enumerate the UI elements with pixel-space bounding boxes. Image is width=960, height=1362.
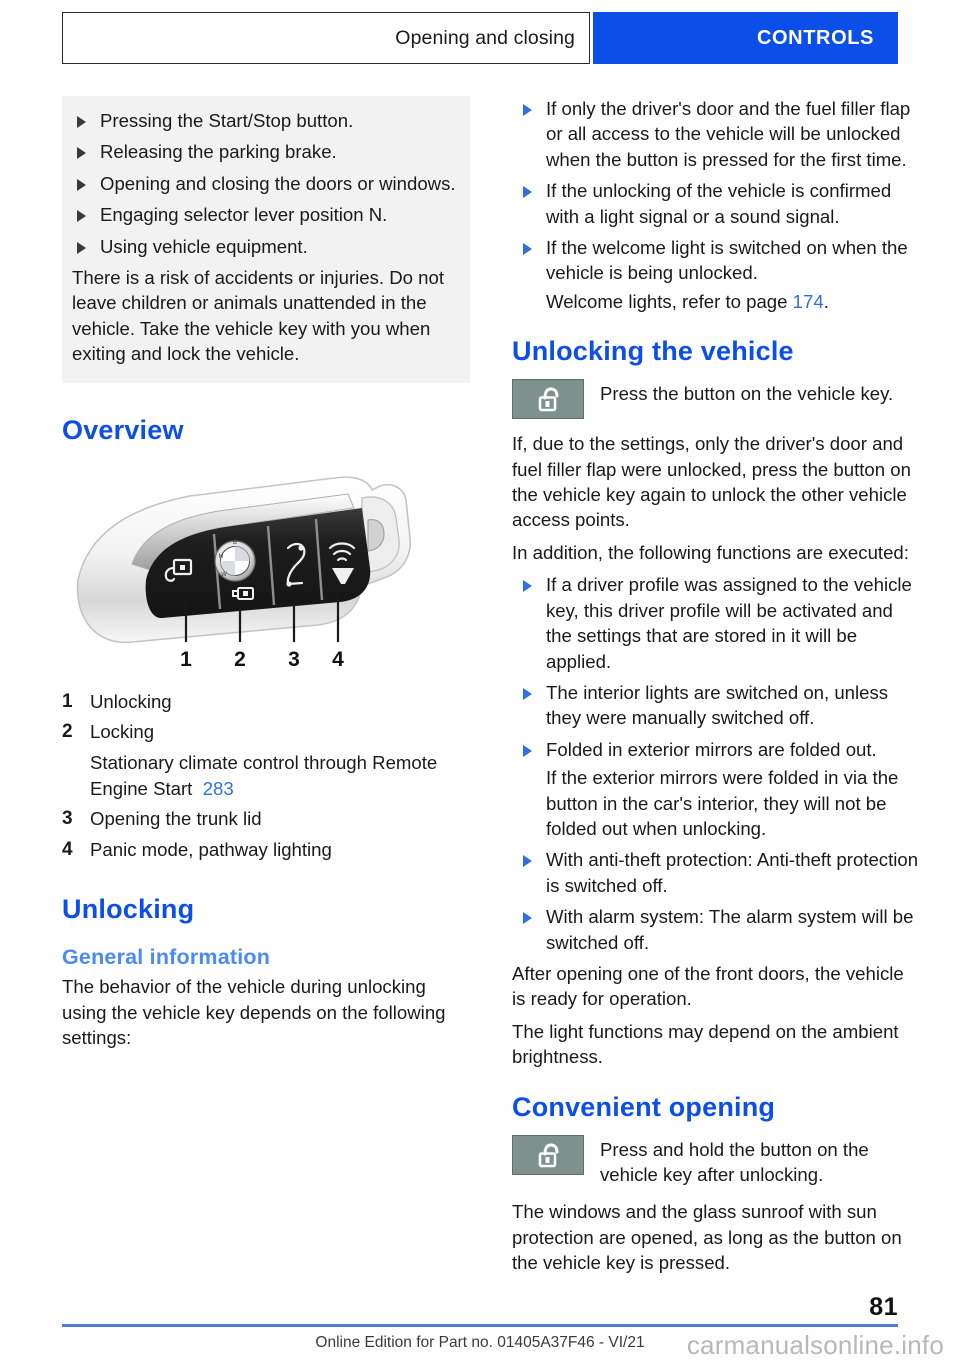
callout-number-3: 3: [288, 647, 300, 671]
open-padlock-icon: [512, 1135, 584, 1175]
functions-bullet-list: [512, 572, 920, 955]
list-item: [66, 108, 456, 133]
legend-number: 2: [62, 721, 73, 743]
overview-heading: Overview: [62, 414, 184, 445]
site-watermark: carmanualsonline.info: [686, 1330, 944, 1360]
legend-label: Opening the trunk lid: [90, 808, 262, 830]
svg-text:B: B: [232, 539, 238, 546]
callout-number-1: 1: [180, 647, 192, 671]
triangle-bullet-icon: [523, 104, 532, 116]
unlock-paragraph-4: The light functions may depend on the ambient brightness.: [512, 1020, 899, 1068]
warning-bullet-list: [66, 108, 456, 259]
list-item-label: If the unlocking of the vehicle is confirmed with a light signal or a sound signal.: [546, 180, 892, 227]
welcome-lights-text: Welcome lights, refer to page: [546, 290, 793, 312]
key-fob-legend: [62, 689, 470, 862]
list-item-label: Opening and closing the doors or windows.: [100, 172, 456, 194]
convenient-symbol-caption: Press and hold the button on the vehicle key after unlocking.: [600, 1138, 869, 1185]
triangle-bullet-icon: [77, 210, 86, 222]
footer-rule: [62, 1324, 898, 1327]
triangle-bullet-icon: [77, 179, 86, 191]
warning-note-text: There is a risk of accidents or injuries. Do not leave children or animals unattended in the vehicle. Take the vehicle key with you when exiting and lock the vehicle.: [72, 267, 445, 365]
legend-number: 3: [62, 808, 73, 830]
legend-number: 4: [62, 838, 73, 860]
triangle-bullet-icon: [77, 147, 86, 159]
list-item: [512, 178, 920, 229]
triangle-bullet-icon: [523, 745, 532, 757]
list-item: [66, 139, 456, 164]
unlocking-heading: Unlocking: [62, 894, 195, 925]
list-item: [512, 737, 920, 842]
legend-label: Locking: [90, 721, 155, 743]
unlock-paragraph-2: In addition, the following functions are executed:: [512, 541, 909, 563]
list-item-label: If the welcome light is switched on when the vehicle is being unlocked.: [546, 237, 908, 284]
svg-text:W: W: [221, 571, 227, 578]
legend-extra-text: Stationary climate control through Remote Engine Start: [90, 752, 438, 799]
svg-text:M: M: [218, 553, 224, 560]
header-chapter-box: [62, 12, 590, 64]
key-fob-illustration: [62, 460, 470, 675]
page-header: [62, 12, 898, 64]
list-item-label: If a driver profile was assigned to the vehicle key, this driver profile will be activated and the settings that are stored in it will be applied.: [546, 574, 912, 672]
triangle-bullet-icon: [523, 688, 532, 700]
list-item: [62, 689, 470, 714]
list-item: [62, 806, 470, 831]
unlocking-the-vehicle-heading: Unlocking the vehicle: [512, 336, 794, 367]
list-item: [512, 680, 920, 731]
general-information-heading: General information: [62, 945, 271, 970]
right-column: [512, 96, 920, 1283]
list-item: [62, 719, 470, 801]
triangle-bullet-icon: [523, 855, 532, 867]
list-item: [66, 171, 456, 196]
legend-extra: [90, 750, 470, 801]
unlock-paragraph-1: If, due to the settings, only the driver's door and fuel filler flap were unlocked, press the button on the vehicle key again to unlock the other vehicle access points.: [512, 433, 911, 531]
list-item-label: With alarm system: The alarm system will be switched off.: [546, 906, 914, 953]
header-section-title: CONTROLS: [756, 26, 874, 49]
list-item-label: If only the driver's door and the fuel filler flap or all access to the vehicle will be unlocked when the button is pressed for the first time.: [546, 98, 911, 170]
legend-number: 1: [62, 690, 73, 712]
page-reference-link[interactable]: 174: [792, 290, 824, 312]
general-information-text: The behavior of the vehicle during unlocking using the vehicle key depends on the following settings:: [62, 976, 446, 1048]
list-item: [66, 234, 456, 259]
list-item: [66, 202, 456, 227]
callout-number-2: 2: [234, 647, 246, 671]
list-item-label: Releasing the parking brake.: [100, 141, 337, 163]
list-item: [512, 235, 920, 314]
open-padlock-icon: [512, 379, 584, 419]
list-item-label: Folded in exterior mirrors are folded out.: [546, 738, 877, 760]
unlock-symbol-row: [512, 377, 920, 419]
list-item-subtext: If the exterior mirrors were folded in via the button in the car's interior, they will not be folded out when unlocking.: [546, 767, 899, 839]
triangle-bullet-icon: [523, 580, 532, 592]
triangle-bullet-icon: [77, 116, 86, 128]
legend-label: Panic mode, pathway lighting: [90, 838, 332, 860]
unlock-symbol-caption: Press the button on the vehicle key.: [600, 383, 894, 405]
list-item-label: Pressing the Start/Stop button.: [100, 110, 354, 131]
list-item-label: The interior lights are switched on, unless they were manually switched off.: [546, 681, 889, 729]
warning-note-box: [62, 96, 470, 383]
callout-number-4: 4: [332, 647, 344, 671]
list-item: [512, 904, 920, 955]
period: .: [823, 290, 829, 312]
list-item: [62, 837, 470, 862]
settings-bullet-list: [512, 96, 920, 314]
convenient-paragraph: The windows and the glass sunroof with sun protection are opened, as long as the button on the vehicle key is pressed.: [512, 1201, 902, 1274]
bmw-roundel-lock-icon: [215, 540, 255, 581]
list-item: [512, 847, 920, 898]
list-item-label: Using vehicle equipment.: [100, 235, 308, 257]
header-chapter-title: Opening and closing: [395, 26, 575, 49]
page-reference-link[interactable]: 283: [202, 777, 234, 799]
triangle-bullet-icon: [523, 912, 532, 924]
page-number: 81: [869, 1293, 898, 1321]
unlock-paragraph-3: After opening one of the front doors, the vehicle is ready for operation.: [512, 962, 904, 1010]
header-section-box: [593, 12, 898, 64]
convenient-symbol-row: [512, 1133, 920, 1188]
key-fob-figure: [62, 460, 470, 675]
list-item-label: With anti-theft protection: Anti-theft protection is switched off.: [546, 849, 919, 896]
left-column: [62, 96, 470, 1057]
list-item-subtext: [546, 289, 920, 314]
edition-notice: Online Edition for Part no. 01405A37F46 - VI/21: [315, 1334, 645, 1351]
convenient-opening-heading: Convenient opening: [512, 1091, 776, 1122]
legend-label: Unlocking: [90, 690, 172, 712]
list-item: [512, 96, 920, 172]
triangle-bullet-icon: [77, 242, 86, 254]
list-item-label: Engaging selector lever position N.: [100, 204, 388, 226]
triangle-bullet-icon: [523, 243, 532, 255]
list-item: [512, 572, 920, 674]
triangle-bullet-icon: [523, 186, 532, 198]
